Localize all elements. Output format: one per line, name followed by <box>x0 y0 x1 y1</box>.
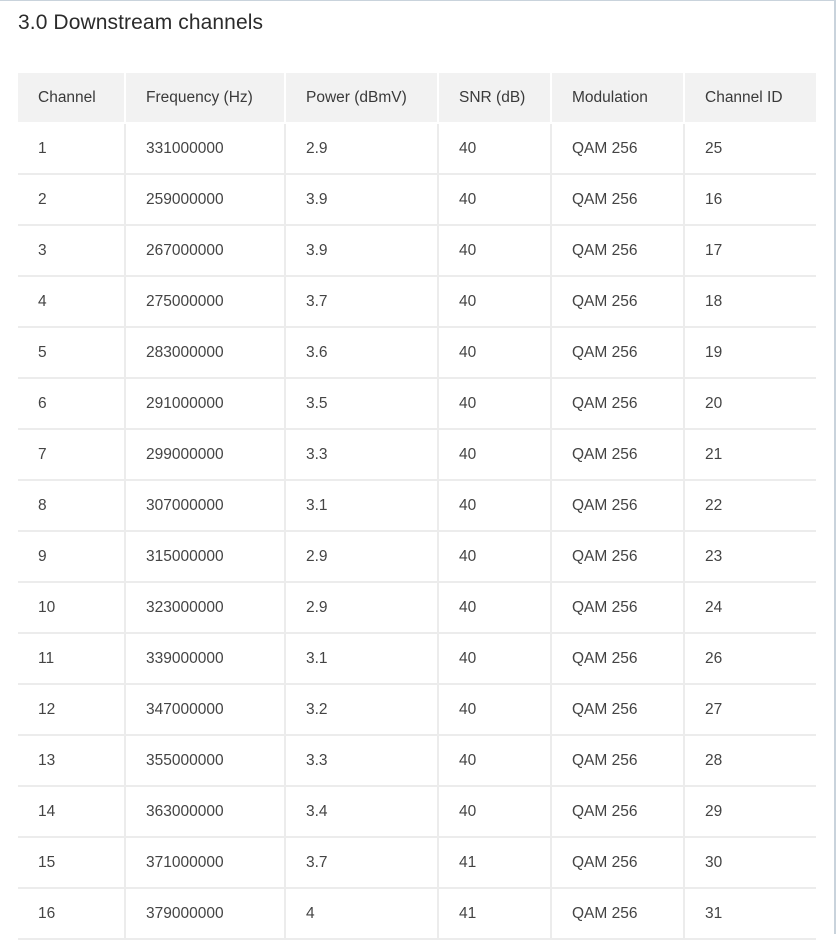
cell-channel-id: 19 <box>685 328 816 379</box>
cell-power: 3.2 <box>286 685 439 736</box>
table-row <box>18 889 816 940</box>
cell-frequency: 331000000 <box>126 124 286 175</box>
cell-frequency: 323000000 <box>126 583 286 634</box>
table-row <box>18 736 816 787</box>
cell-channel-id: 31 <box>685 889 816 940</box>
table-header <box>18 73 816 124</box>
cell-snr: 40 <box>439 481 552 532</box>
cell-frequency: 347000000 <box>126 685 286 736</box>
table-row <box>18 328 816 379</box>
cell-channel: 5 <box>18 328 126 379</box>
cell-channel-id: 25 <box>685 124 816 175</box>
cell-frequency: 355000000 <box>126 736 286 787</box>
cell-snr: 40 <box>439 583 552 634</box>
cell-snr: 40 <box>439 277 552 328</box>
cell-power: 3.7 <box>286 838 439 889</box>
cell-modulation: QAM 256 <box>552 583 685 634</box>
cell-channel: 1 <box>18 124 126 175</box>
cell-snr: 40 <box>439 634 552 685</box>
header-channel-id: Channel ID <box>685 73 816 124</box>
header-power: Power (dBmV) <box>286 73 439 124</box>
cell-snr: 40 <box>439 736 552 787</box>
cell-channel: 3 <box>18 226 126 277</box>
cell-modulation: QAM 256 <box>552 226 685 277</box>
cell-channel: 14 <box>18 787 126 838</box>
cell-modulation: QAM 256 <box>552 175 685 226</box>
cell-snr: 40 <box>439 379 552 430</box>
cell-power: 3.4 <box>286 787 439 838</box>
table-row <box>18 787 816 838</box>
table-row <box>18 124 816 175</box>
cell-channel: 9 <box>18 532 126 583</box>
cell-frequency: 371000000 <box>126 838 286 889</box>
cell-channel-id: 28 <box>685 736 816 787</box>
cell-snr: 40 <box>439 226 552 277</box>
cell-modulation: QAM 256 <box>552 124 685 175</box>
cell-modulation: QAM 256 <box>552 328 685 379</box>
cell-channel-id: 29 <box>685 787 816 838</box>
table-row <box>18 226 816 277</box>
cell-power: 2.9 <box>286 583 439 634</box>
cell-power: 2.9 <box>286 124 439 175</box>
table-row <box>18 685 816 736</box>
cell-snr: 40 <box>439 430 552 481</box>
cell-snr: 41 <box>439 889 552 940</box>
cell-channel: 13 <box>18 736 126 787</box>
table-row <box>18 379 816 430</box>
cell-power: 3.9 <box>286 175 439 226</box>
header-channel: Channel <box>18 73 126 124</box>
cell-frequency: 299000000 <box>126 430 286 481</box>
cell-frequency: 275000000 <box>126 277 286 328</box>
cell-channel: 2 <box>18 175 126 226</box>
cell-channel: 11 <box>18 634 126 685</box>
cell-power: 2.9 <box>286 532 439 583</box>
cell-channel-id: 16 <box>685 175 816 226</box>
cell-power: 3.6 <box>286 328 439 379</box>
cell-channel-id: 24 <box>685 583 816 634</box>
downstream-channels-table <box>18 73 816 940</box>
table-row <box>18 634 816 685</box>
header-row <box>18 73 816 124</box>
cell-frequency: 291000000 <box>126 379 286 430</box>
table-row <box>18 532 816 583</box>
cell-channel: 12 <box>18 685 126 736</box>
cell-modulation: QAM 256 <box>552 838 685 889</box>
cell-snr: 40 <box>439 787 552 838</box>
table-row <box>18 175 816 226</box>
cell-snr: 40 <box>439 685 552 736</box>
cell-modulation: QAM 256 <box>552 736 685 787</box>
table-row <box>18 838 816 889</box>
header-frequency: Frequency (Hz) <box>126 73 286 124</box>
cell-frequency: 267000000 <box>126 226 286 277</box>
cell-modulation: QAM 256 <box>552 787 685 838</box>
cell-snr: 40 <box>439 124 552 175</box>
cell-channel-id: 27 <box>685 685 816 736</box>
cell-power: 3.9 <box>286 226 439 277</box>
cell-frequency: 315000000 <box>126 532 286 583</box>
cell-channel-id: 18 <box>685 277 816 328</box>
cell-power: 3.5 <box>286 379 439 430</box>
cell-power: 3.3 <box>286 736 439 787</box>
cell-channel: 8 <box>18 481 126 532</box>
cell-channel: 16 <box>18 889 126 940</box>
cell-frequency: 259000000 <box>126 175 286 226</box>
cell-channel-id: 30 <box>685 838 816 889</box>
cell-channel: 6 <box>18 379 126 430</box>
cell-power: 3.1 <box>286 634 439 685</box>
table-row <box>18 583 816 634</box>
section-title: 3.0 Downstream channels <box>18 11 264 34</box>
cell-frequency: 379000000 <box>126 889 286 940</box>
cell-snr: 40 <box>439 328 552 379</box>
cell-modulation: QAM 256 <box>552 277 685 328</box>
cell-modulation: QAM 256 <box>552 634 685 685</box>
cell-channel: 15 <box>18 838 126 889</box>
header-snr: SNR (dB) <box>439 73 552 124</box>
cell-channel-id: 21 <box>685 430 816 481</box>
cell-channel-id: 23 <box>685 532 816 583</box>
header-modulation: Modulation <box>552 73 685 124</box>
downstream-channels-table-container <box>18 73 816 940</box>
table-row <box>18 481 816 532</box>
table-row <box>18 277 816 328</box>
cell-power: 4 <box>286 889 439 940</box>
cell-channel: 4 <box>18 277 126 328</box>
cell-channel: 10 <box>18 583 126 634</box>
cell-frequency: 339000000 <box>126 634 286 685</box>
cell-channel-id: 17 <box>685 226 816 277</box>
cell-snr: 40 <box>439 532 552 583</box>
cell-modulation: QAM 256 <box>552 379 685 430</box>
cell-modulation: QAM 256 <box>552 481 685 532</box>
table-body <box>18 124 816 940</box>
cell-channel-id: 22 <box>685 481 816 532</box>
cell-modulation: QAM 256 <box>552 889 685 940</box>
cell-channel: 7 <box>18 430 126 481</box>
cell-power: 3.3 <box>286 430 439 481</box>
cell-power: 3.1 <box>286 481 439 532</box>
table-row <box>18 430 816 481</box>
cell-modulation: QAM 256 <box>552 430 685 481</box>
cell-modulation: QAM 256 <box>552 532 685 583</box>
cell-snr: 41 <box>439 838 552 889</box>
cell-modulation: QAM 256 <box>552 685 685 736</box>
cell-snr: 40 <box>439 175 552 226</box>
cell-frequency: 283000000 <box>126 328 286 379</box>
cell-power: 3.7 <box>286 277 439 328</box>
cell-channel-id: 26 <box>685 634 816 685</box>
cell-channel-id: 20 <box>685 379 816 430</box>
cell-frequency: 307000000 <box>126 481 286 532</box>
cell-frequency: 363000000 <box>126 787 286 838</box>
